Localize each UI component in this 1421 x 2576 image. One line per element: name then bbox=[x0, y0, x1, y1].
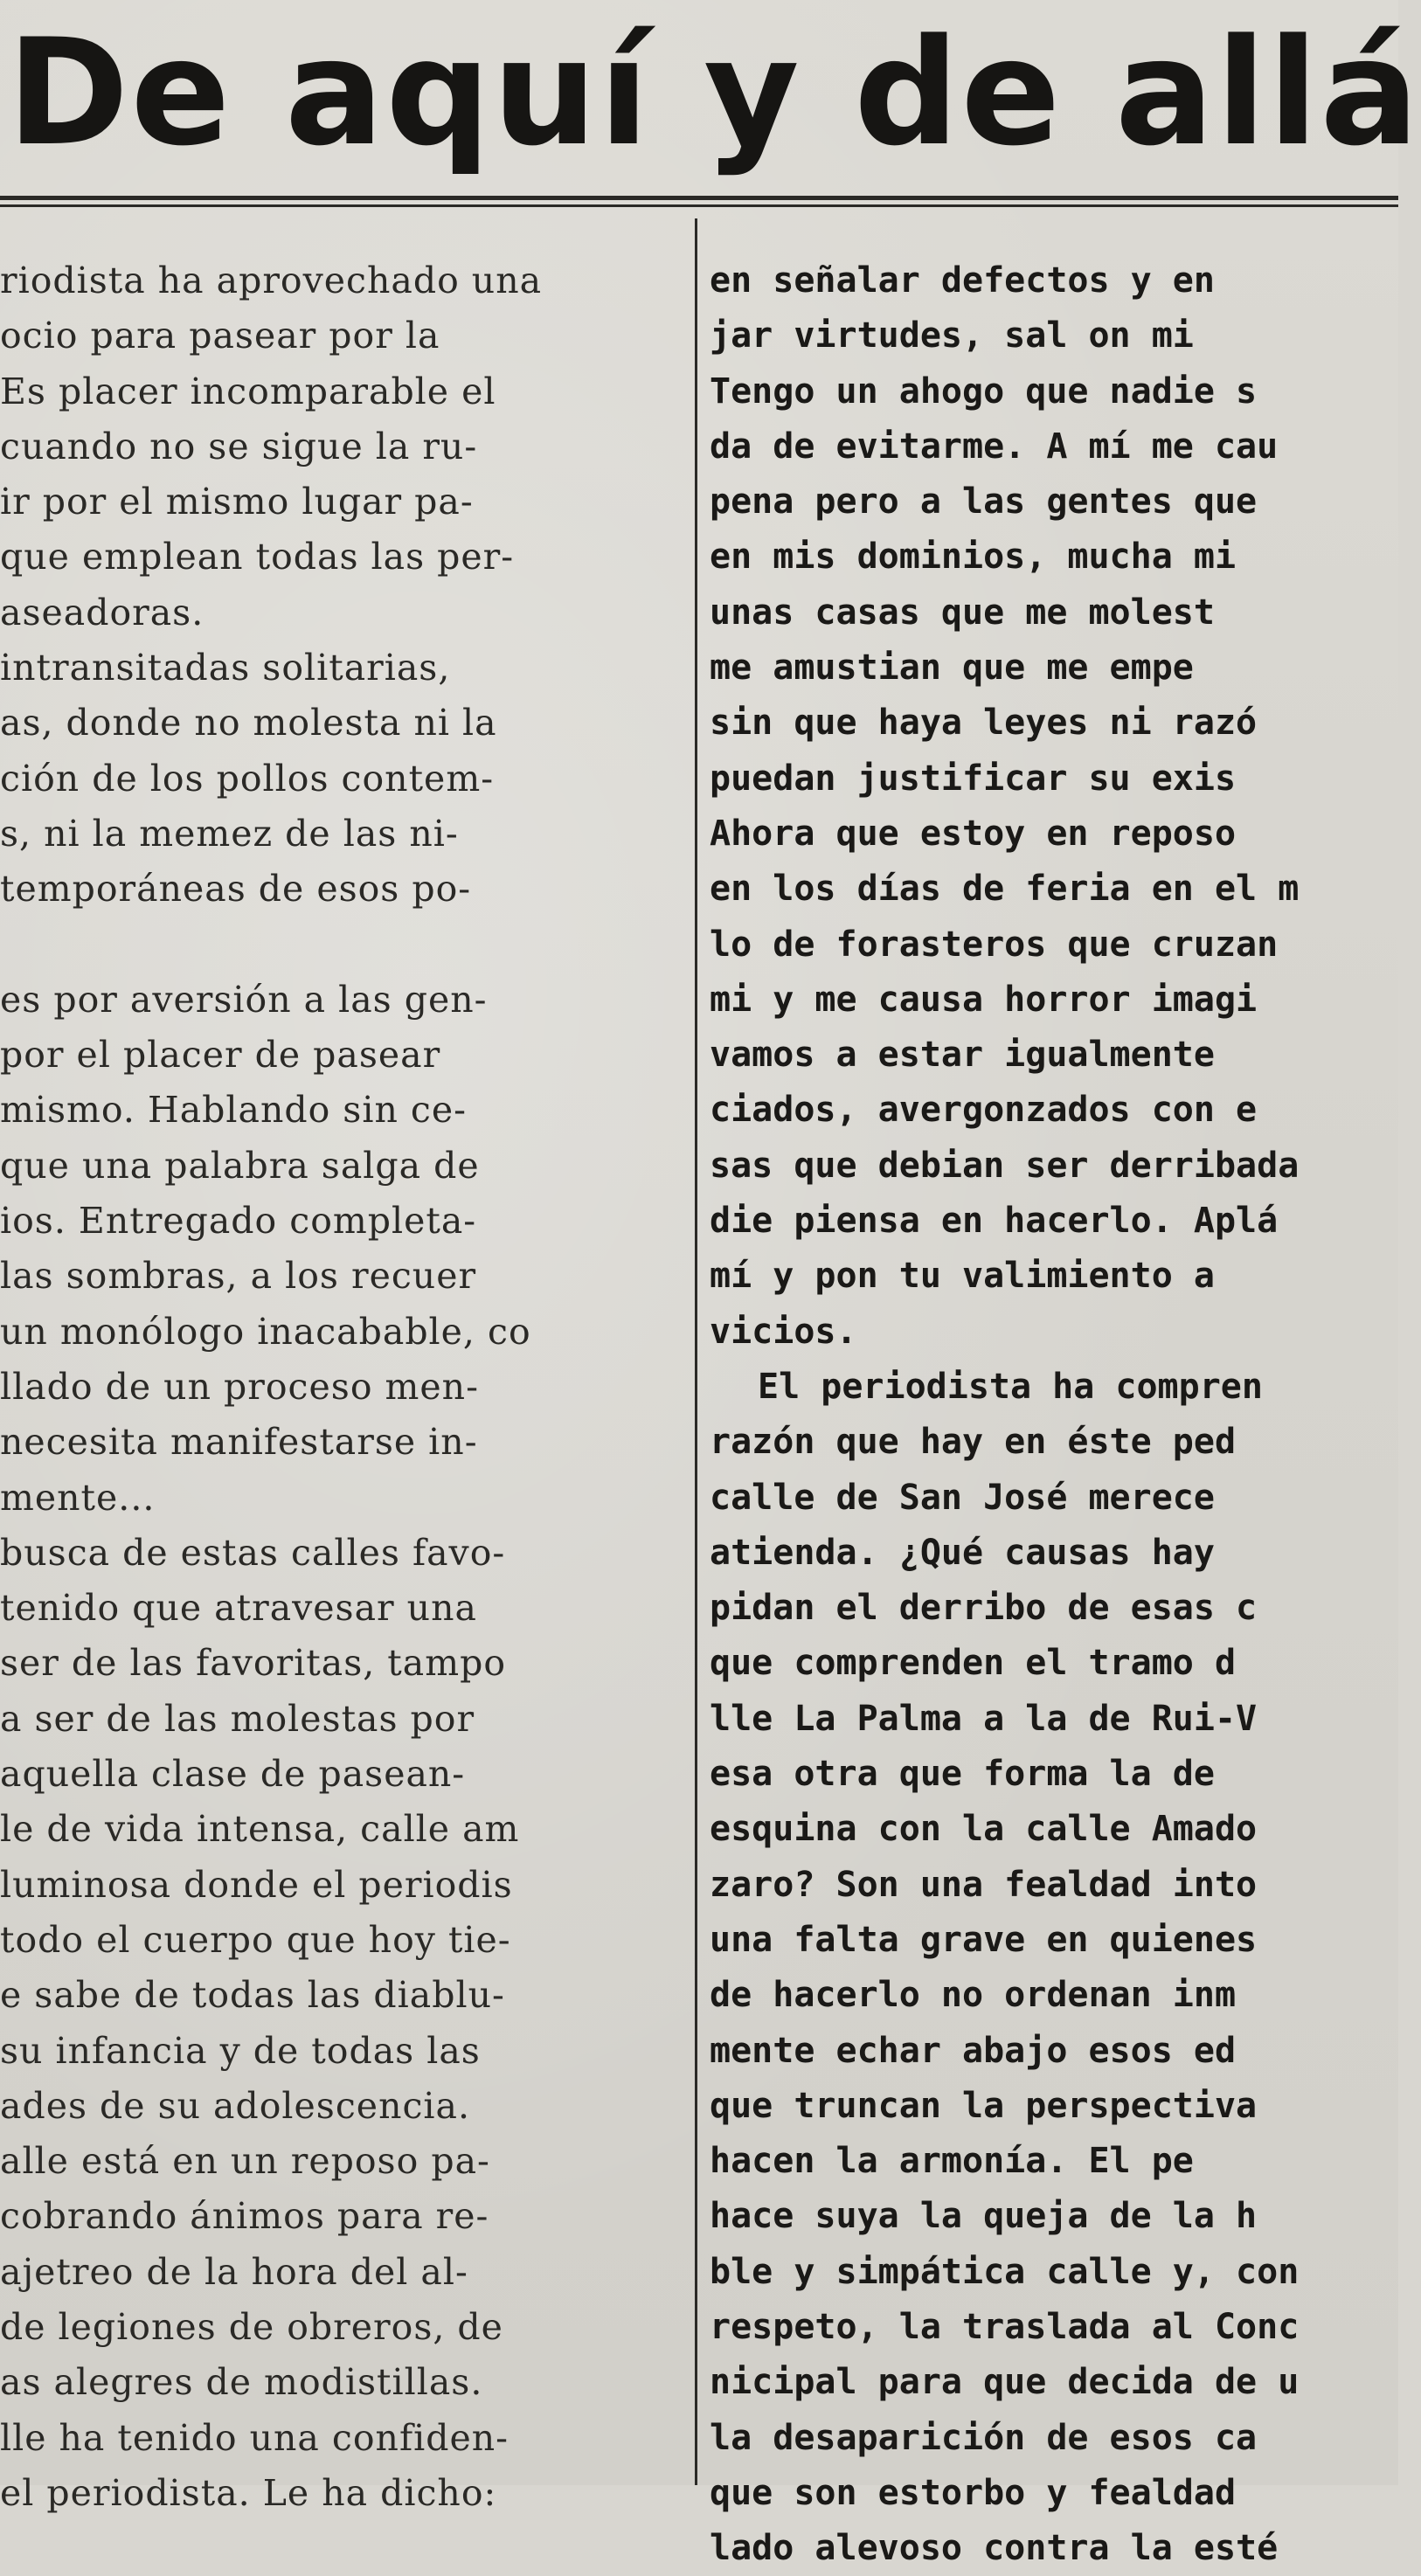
right-column bbox=[710, 253, 1398, 2576]
text-line: a ser de las molestas por bbox=[0, 1697, 475, 1740]
text-line: ios. Entregado completa- bbox=[0, 1200, 477, 1243]
text-line: respeto, la traslada al Conc bbox=[710, 2306, 1300, 2347]
text-line: las sombras, a los recuer bbox=[0, 1255, 477, 1298]
text-line: ser de las favoritas, tampo bbox=[0, 1642, 507, 1685]
text-line: esquina con la calle Amado bbox=[710, 1809, 1258, 1850]
text-line: el periodista. Le ha dicho: bbox=[0, 2471, 497, 2514]
text-line: cobrando ánimos para re- bbox=[0, 2195, 489, 2238]
text-line: que una palabra salga de bbox=[0, 1144, 480, 1187]
text-line: Es placer incomparable el bbox=[0, 370, 496, 412]
text-line: calle de San José merece bbox=[710, 1477, 1215, 1518]
text-line: busca de estas calles favo- bbox=[0, 1531, 506, 1574]
text-line: hace suya la queja de la h bbox=[710, 2196, 1258, 2237]
text-line: mente... bbox=[0, 1476, 156, 1519]
text-line: esa otra que forma la de bbox=[710, 1754, 1215, 1795]
text-line: en señalar defectos y en bbox=[710, 260, 1215, 301]
text-line: aseadoras. bbox=[0, 591, 204, 634]
text-line: ocio para pasear por la bbox=[0, 315, 440, 357]
text-line: le de vida intensa, calle am bbox=[0, 1808, 520, 1851]
text-line: aquella clase de pasean- bbox=[0, 1753, 466, 1796]
text-line: tenido que atravesar una bbox=[0, 1587, 477, 1630]
text-line: ir por el mismo lugar pa- bbox=[0, 481, 474, 523]
text-line: mí y pon tu valimiento a bbox=[710, 1256, 1215, 1297]
text-line: necesita manifestarse in- bbox=[0, 1421, 478, 1464]
text-line: lado alevoso contra la esté bbox=[710, 2528, 1279, 2569]
text-line: hacen la armonía. El pe bbox=[710, 2141, 1194, 2182]
text-line: unas casas que me molest bbox=[710, 592, 1215, 633]
headline-rule-thin bbox=[0, 204, 1398, 207]
text-line: lle La Palma a la de Rui-V bbox=[710, 1698, 1258, 1739]
text-line: as, donde no molesta ni la bbox=[0, 702, 497, 744]
text-line: su infancia y de todas las bbox=[0, 2029, 481, 2072]
text-line: que son estorbo y fealdad bbox=[710, 2472, 1237, 2513]
text-line: me amustian que me empe bbox=[710, 647, 1194, 689]
text-line: cuando no se sigue la ru- bbox=[0, 425, 478, 467]
text-line: riodista ha aprovechado una bbox=[0, 260, 543, 301]
text-line: un monólogo inacabable, co bbox=[0, 1310, 531, 1353]
text-line: puedan justificar su exis bbox=[710, 758, 1237, 799]
text-line: ción de los pollos contem- bbox=[0, 757, 495, 800]
text-line: da de evitarme. A mí me cau bbox=[710, 426, 1279, 467]
headline-rule bbox=[0, 196, 1398, 200]
text-line: ades de su adolescencia. bbox=[0, 2084, 471, 2127]
text-line: llado de un proceso men- bbox=[0, 1365, 479, 1408]
left-column bbox=[0, 253, 682, 2521]
text-line: Tengo un ahogo que nadie s bbox=[710, 370, 1258, 412]
text-line: pidan el derribo de esas c bbox=[710, 1588, 1258, 1629]
text-line: de hacerlo no ordenan inm bbox=[710, 1975, 1237, 2016]
text-line: mismo. Hablando sin ce- bbox=[0, 1089, 467, 1132]
text-line bbox=[0, 918, 682, 973]
column-divider bbox=[695, 218, 697, 2485]
text-line: por el placer de pasear bbox=[0, 1034, 441, 1077]
text-line: pena pero a las gentes que bbox=[710, 481, 1258, 523]
text-line: atienda. ¿Qué causas hay bbox=[710, 1532, 1215, 1573]
text-line: s, ni la memez de las ni- bbox=[0, 812, 459, 855]
text-line: es por aversión a las gen- bbox=[0, 978, 488, 1021]
text-line: lo de forasteros que cruzan bbox=[710, 924, 1279, 965]
text-line: alle está en un reposo pa- bbox=[0, 2140, 490, 2183]
text-line: die piensa en hacerlo. Aplá bbox=[710, 1201, 1279, 1242]
text-line: ble y simpática calle y, con bbox=[710, 2251, 1300, 2292]
text-line: razón que hay en éste ped bbox=[710, 1422, 1237, 1463]
text-line: lle ha tenido una confiden- bbox=[0, 2416, 509, 2459]
text-line: nicipal para que decida de u bbox=[710, 2362, 1300, 2403]
text-line: en los días de feria en el m bbox=[710, 869, 1300, 910]
text-line: que comprenden el tramo d bbox=[710, 1643, 1237, 1684]
text-line: luminosa donde el periodis bbox=[0, 1863, 513, 1906]
text-line: mente echar abajo esos ed bbox=[710, 2030, 1237, 2071]
text-line: as alegres de modistillas. bbox=[0, 2361, 483, 2404]
text-line: de legiones de obreros, de bbox=[0, 2305, 503, 2348]
text-line: la desaparición de esos ca bbox=[710, 2417, 1258, 2458]
text-line: zaro? Son una fealdad into bbox=[710, 1864, 1258, 1905]
text-line: todo el cuerpo que hoy tie- bbox=[0, 1918, 511, 1961]
text-line: vicios. bbox=[710, 1311, 857, 1352]
text-line: intransitadas solitarias, bbox=[0, 647, 451, 689]
text-line: vamos a estar igualmente bbox=[710, 1035, 1215, 1076]
text-line: sin que haya leyes ni razó bbox=[710, 703, 1258, 744]
text-line: jar virtudes, sal on mi bbox=[710, 315, 1194, 357]
text-line: mi y me causa horror imagi bbox=[710, 979, 1258, 1020]
text-line: que emplean todas las per- bbox=[0, 536, 515, 578]
headline: De aquí y de allá bbox=[7, 7, 1421, 178]
text-line: e sabe de todas las diablu- bbox=[0, 1974, 505, 2017]
text-line: que truncan la perspectiva bbox=[710, 2085, 1258, 2126]
text-line: sas que debian ser derribada bbox=[710, 1145, 1300, 1186]
text-line: una falta grave en quienes bbox=[710, 1919, 1258, 1960]
text-line: ciados, avergonzados con e bbox=[710, 1090, 1258, 1131]
text-line: Ahora que estoy en reposo bbox=[710, 813, 1237, 854]
text-line: temporáneas de esos po- bbox=[0, 868, 472, 911]
text-line: en mis dominios, mucha mi bbox=[710, 537, 1237, 578]
text-line: ajetreo de la hora del al- bbox=[0, 2250, 468, 2293]
text-line: El periodista ha compren bbox=[758, 1366, 1263, 1407]
